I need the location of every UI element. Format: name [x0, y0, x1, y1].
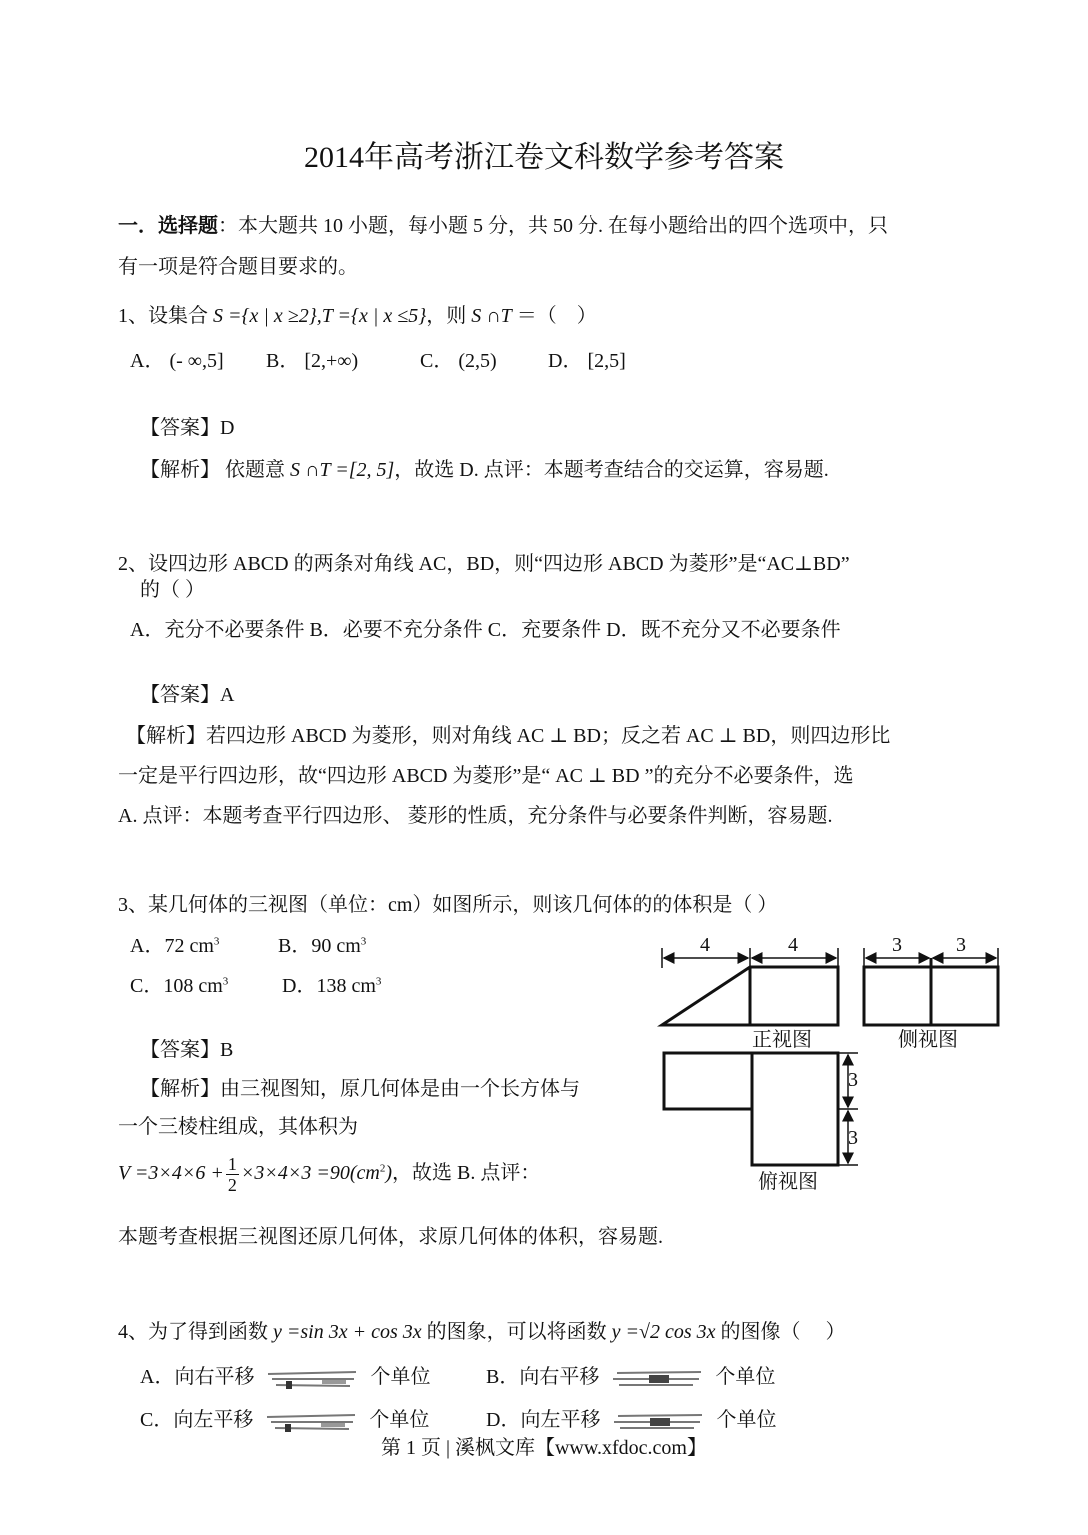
blurred-fraction-icon [264, 1366, 360, 1390]
top-view-main-rect [752, 1053, 838, 1165]
q2-analysis-line2: 一定是平行四边形，故“四边形 ABCD 为菱形”是“ AC ⊥ BD ”的充分不必要条件，选 [118, 765, 854, 787]
q1-stem [118, 304, 597, 328]
section-intro-line2: 有一项是符合题目要求的。 [118, 256, 358, 278]
q3-option-a: A．72 $cm^3$ [130, 935, 220, 957]
q4-option-d: D．向左平移 个单位 [486, 1408, 776, 1433]
q3-option-c: C．108 $cm^3$ [130, 975, 229, 997]
q3-volume-formula: V =3×4×6 + $\frac{1}{2}$ $\times 3\times 4\times 3 =90(cm^2)$，故选 B. 点评： [118, 1154, 541, 1195]
q1-option-b: B． [2,+∞) [266, 350, 359, 372]
front-dim-right: 4 [788, 934, 798, 956]
q2-answer: 【答案】A [140, 684, 235, 706]
q3-analysis-line2: 一个三棱柱组成，其体积为 [118, 1116, 358, 1138]
q1-stem-mid: ，则 [426, 305, 467, 327]
q4-option-c: C．向左平移 个单位 [140, 1408, 429, 1433]
three-view-figure [650, 930, 1010, 1200]
q2-analysis-line1: 【解析】若四边形 ABCD 为菱形，则对角线 AC ⊥ BD；反之若 AC ⊥ BD，则四边形比 [126, 725, 891, 747]
q1-option-a: A． (- ∞,5] [130, 350, 224, 372]
q2-options: A．充分不必要条件 B．必要不充分条件 C．充要条件 D．既不充分又不必要条件 [130, 619, 841, 641]
q3-analysis-line1: 【解析】由三视图知，原几何体是由一个长方体与 [140, 1078, 580, 1100]
q1-stem-prefix: 1、设集合 [118, 305, 208, 327]
q1-analysis: 【解析】 依题意 S ∩T =[2, 5]，故选 D. 点评：本题考查结合的交运算，容易题. [140, 459, 829, 481]
q1-intersection: S ∩T [471, 305, 512, 327]
section-intro-line1: ：本大题共 10 小题，每小题 5 分，共 50 分. 在每小题给出的四个选项中，只 [218, 215, 888, 237]
q4-option-b: B．向右平移 个单位 [486, 1365, 775, 1390]
top-view-label: 俯视图 [758, 1171, 818, 1193]
one-half-fraction: $\frac{1}{2}$ [227, 1154, 237, 1195]
q4-option-a: A．向右平移 个单位 [140, 1365, 430, 1390]
page-footer: 第 1 页 | 溪枫文库【www.xfdoc.com】 [380, 1437, 707, 1459]
q3-analysis-line4: 本题考查根据三视图还原几何体，求原几何体的体积，容易题. [118, 1226, 663, 1248]
section-heading: 一．选择题 [118, 215, 218, 237]
q1-set-definition: S ={x | x ≥2},T ={x | x ≤5} [213, 305, 427, 327]
q4-source-function: y =√2 cos 3x [611, 1321, 716, 1343]
front-view-label: 正视图 [752, 1029, 812, 1051]
q4-target-function: y =sin 3x + cos 3x [273, 1321, 422, 1343]
q1-answer: 【答案】D [140, 417, 235, 439]
q3-option-d: D．138 $cm^3$ [282, 975, 382, 997]
blurred-fraction-icon [610, 1409, 706, 1433]
q1-stem-suffix: ＝（ ） [516, 305, 597, 327]
top-view-left-rect [664, 1053, 752, 1109]
q2-analysis-line3: A. 点评：本题考查平行四边形、 菱形的性质，充分条件与必要条件判断，容易题. [118, 805, 833, 827]
page-title: 2014年高考浙江卷文科数学参考答案 [304, 141, 784, 174]
blurred-fraction-icon [263, 1409, 359, 1433]
q3-stem: 3、某几何体的三视图（单位：cm）如图所示，则该几何体的的体积是（ ） [118, 894, 778, 916]
q2-stem-line2: 的（ ） [140, 579, 205, 601]
side-dim-left: 3 [892, 934, 902, 956]
side-view-label: 侧视图 [898, 1029, 958, 1051]
section-intro [118, 214, 888, 238]
blurred-fraction-icon [609, 1366, 705, 1390]
q4-stem: 4、为了得到函数 y =sin 3x + cos 3x 的图象，可以将函数 y =√2 cos 3x 的图像（ ） [118, 1321, 846, 1343]
q2-stem-line1: 2、设四边形 ABCD 的两条对角线 AC，BD，则“四边形 ABCD 为菱形”是“AC⊥BD” [118, 553, 850, 575]
q3-answer: 【答案】B [140, 1039, 234, 1061]
q1-option-c: C． (2,5) [420, 350, 497, 372]
top-dim-upper: 3 [848, 1069, 858, 1091]
front-dim-left: 4 [700, 934, 710, 956]
q3-option-b: B．90 $cm^3$ [278, 935, 367, 957]
top-dim-lower: 3 [848, 1127, 858, 1149]
q1-option-d: D． [2,5] [548, 350, 626, 372]
side-dim-right: 3 [956, 934, 966, 956]
